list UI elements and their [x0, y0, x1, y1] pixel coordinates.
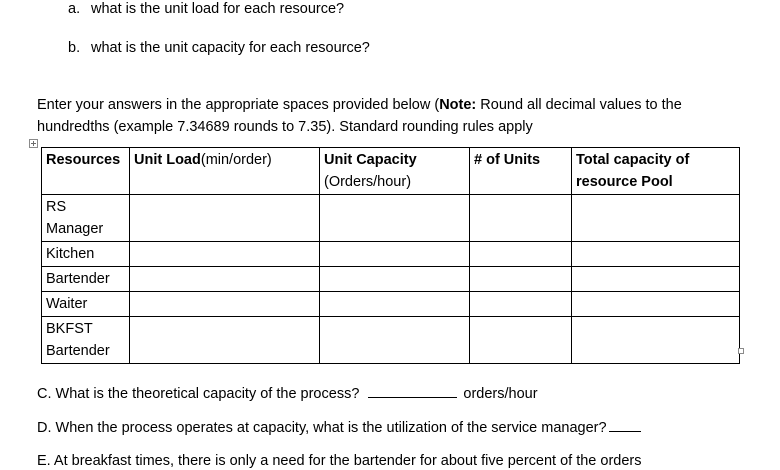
resource-table: [41, 147, 740, 364]
question-b-marker: b.: [68, 40, 81, 56]
question-c: [37, 385, 538, 402]
row-label-kitchen: Kitchen: [42, 242, 130, 267]
note-label: Note:: [439, 97, 477, 113]
header-unit-load: Unit Load(min/order): [130, 148, 320, 195]
answer-cell-bkfst-num-units[interactable]: [470, 317, 572, 364]
table-row: [42, 242, 740, 267]
header-total-capacity: Total capacity of resource Pool: [572, 148, 740, 195]
question-d: [37, 419, 641, 436]
table-row: [42, 292, 740, 317]
question-e-text: E. At breakfast times, there is only a need for the bartender for about five percent of the orders: [37, 453, 642, 469]
question-a-text: what is the unit load for each resource?: [91, 1, 345, 17]
row-label-bkfst-bartender: BKFST Bartender: [42, 317, 130, 364]
answer-cell-waiter-unit-load[interactable]: [130, 292, 320, 317]
instructions-post: Round all decimal values to the: [476, 97, 682, 113]
answer-cell-bartender-total-capacity[interactable]: [572, 267, 740, 292]
answer-blank-d[interactable]: [609, 419, 641, 432]
row-label-bartender: Bartender: [42, 267, 130, 292]
answer-cell-kitchen-num-units[interactable]: [470, 242, 572, 267]
question-b: [68, 40, 370, 56]
instructions-line-1: [37, 94, 682, 116]
question-c-text: C. What is the theoretical capacity of the process?: [37, 386, 360, 402]
header-unit-capacity: Unit Capacity (Orders/hour): [320, 148, 470, 195]
table-resize-handle-icon[interactable]: [738, 348, 744, 354]
table-row: [42, 317, 740, 364]
answer-cell-kitchen-unit-capacity[interactable]: [320, 242, 470, 267]
question-a: [68, 1, 344, 17]
answer-cell-rs-total-capacity[interactable]: [572, 195, 740, 242]
header-resources: Resources: [42, 148, 130, 195]
answer-cell-kitchen-total-capacity[interactable]: [572, 242, 740, 267]
question-d-text: D. When the process operates at capacity, what is the utilization of the service manager?: [37, 420, 607, 436]
table-row: [42, 267, 740, 292]
question-e: [37, 453, 642, 469]
question-c-unit: orders/hour: [463, 386, 538, 402]
instructions-pre: Enter your answers in the appropriate spaces provided below (: [37, 97, 440, 113]
answer-cell-waiter-total-capacity[interactable]: [572, 292, 740, 317]
row-label-rs-manager: RS Manager: [42, 195, 130, 242]
question-b-text: what is the unit capacity for each resource?: [91, 40, 370, 56]
answer-cell-bkfst-unit-load[interactable]: [130, 317, 320, 364]
answer-cell-kitchen-unit-load[interactable]: [130, 242, 320, 267]
answer-cell-bkfst-unit-capacity[interactable]: [320, 317, 470, 364]
answer-cell-waiter-num-units[interactable]: [470, 292, 572, 317]
row-label-waiter: Waiter: [42, 292, 130, 317]
header-num-units: # of Units: [470, 148, 572, 195]
table-move-handle-icon[interactable]: [29, 139, 38, 148]
answer-blank-c[interactable]: [368, 385, 457, 398]
question-a-marker: a.: [68, 1, 81, 17]
answer-cell-bkfst-total-capacity[interactable]: [572, 317, 740, 364]
answer-cell-rs-unit-load[interactable]: [130, 195, 320, 242]
answer-cell-rs-unit-capacity[interactable]: [320, 195, 470, 242]
instructions-line-2: hundredths (example 7.34689 rounds to 7.35). Standard rounding rules apply: [37, 119, 533, 135]
answer-cell-bartender-unit-load[interactable]: [130, 267, 320, 292]
table-row: [42, 195, 740, 242]
table-header-row: [42, 148, 740, 195]
answer-cell-rs-num-units[interactable]: [470, 195, 572, 242]
answer-cell-bartender-unit-capacity[interactable]: [320, 267, 470, 292]
instructions: [37, 94, 682, 138]
answer-cell-waiter-unit-capacity[interactable]: [320, 292, 470, 317]
answer-cell-bartender-num-units[interactable]: [470, 267, 572, 292]
